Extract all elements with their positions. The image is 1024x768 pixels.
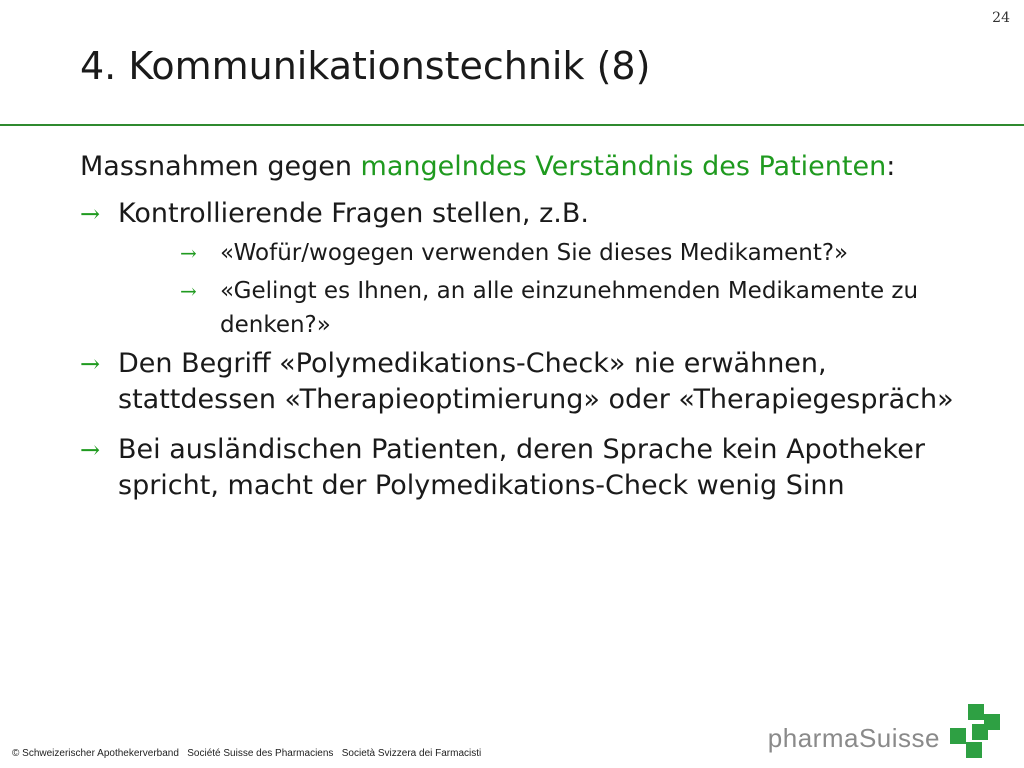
arrow-right-icon: → (80, 200, 101, 228)
bullet-item (80, 432, 960, 504)
bullet-item (80, 346, 960, 418)
pharmasuisse-cross-icon (948, 704, 1004, 760)
arrow-right-icon: → (180, 241, 197, 265)
arrow-right-icon: → (80, 350, 101, 378)
sub-bullet-text: «Wofür/wogegen verwenden Sie dieses Medikament?» (220, 240, 849, 266)
intro-text (80, 148, 960, 186)
bullet-text: Den Begriff «Polymedikations-Check» nie erwähnen, stattdessen «Therapieoptimierung» oder «Therapiegespräch» (118, 348, 954, 415)
page-number: 24 (992, 10, 1010, 26)
bullet-item (80, 196, 960, 232)
sub-bullet-item (80, 236, 960, 270)
intro-text-after: : (886, 151, 896, 182)
sub-bullet-text: «Gelingt es Ihnen, an alle einzunehmenden Medikamente zu denken?» (220, 278, 919, 338)
slide-title: 4. Kommunikationstechnik (8) (80, 44, 651, 88)
arrow-right-icon: → (180, 279, 197, 303)
title-divider (0, 124, 1024, 126)
intro-text-before: Massnahmen gegen (80, 151, 361, 182)
intro-highlight: mangelndes Verständnis des Patienten (360, 151, 887, 182)
bullet-text: Bei ausländischen Patienten, deren Sprache kein Apotheker spricht, macht der Polymedikations-Check wenig Sinn (118, 434, 925, 501)
arrow-right-icon: → (80, 436, 101, 464)
sub-bullet-item (80, 274, 960, 342)
footer-copyright: © Schweizerischer Apothekerverband Société Suisse des Pharmaciens Società Svizzera dei Farmacisti (12, 748, 482, 759)
brand-name: pharmaSuisse (767, 723, 940, 753)
bullet-text: Kontrollierende Fragen stellen, z.B. (118, 198, 589, 229)
slide-content (80, 148, 960, 504)
brand-logo (768, 704, 1004, 760)
